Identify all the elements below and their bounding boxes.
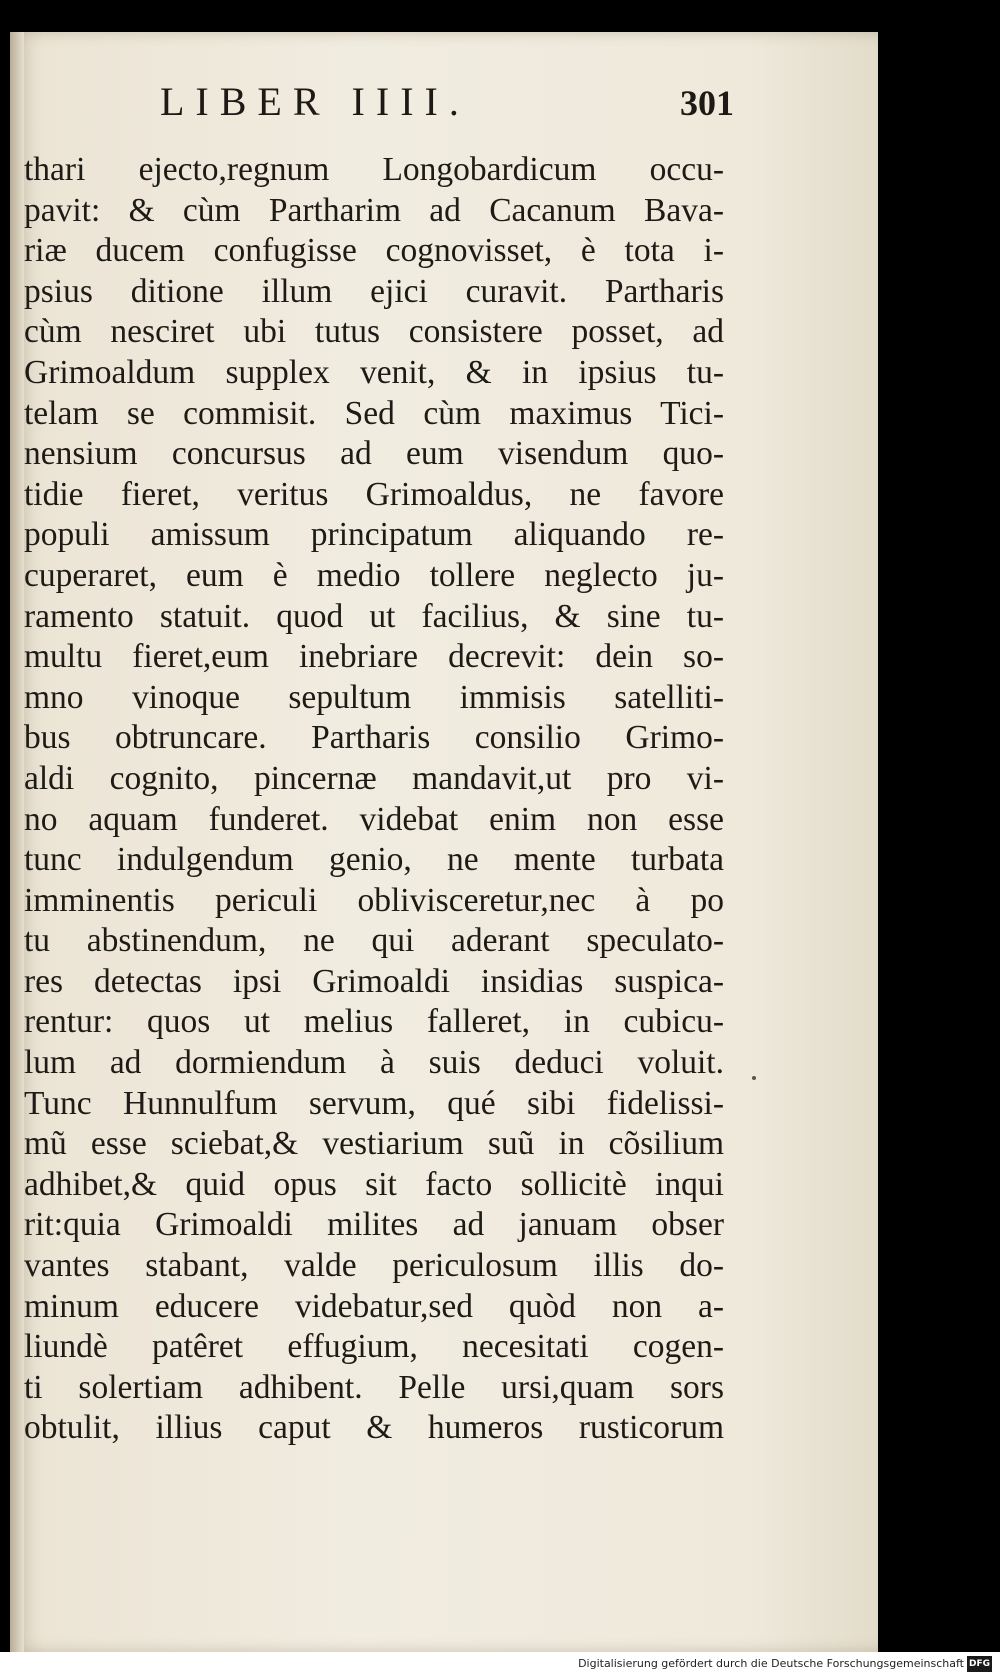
text-line: lum ad dormiendum à suis deduci voluit. [24, 1044, 724, 1082]
text-line: res detectas ipsi Grimoaldi insidias suspica- [24, 962, 724, 1000]
body-text [24, 150, 724, 1449]
footer-bar [0, 1652, 1000, 1678]
text-line: obtulit, illius caput & humeros rusticorum [24, 1409, 724, 1447]
text-line: nensium concursus ad eum visendum quo- [24, 435, 724, 473]
text-line: no aquam funderet. videbat enim non esse [24, 800, 724, 838]
text-line: psius ditione illum ejici curavit. Partharis [24, 272, 724, 310]
page-number: 301 [680, 83, 734, 123]
text-line: telam se commisit. Sed cùm maximus Tici- [24, 394, 724, 432]
text-line: rit:quia Grimoaldi milites ad januam obser [24, 1206, 724, 1244]
text-line: tidie fieret, veritus Grimoaldus, ne favore [24, 475, 724, 513]
text-line: Grimoaldum supplex venit, & in ipsius tu- [24, 353, 724, 391]
running-head: LIBER IIII. [160, 79, 470, 124]
dfg-logo: DFG [967, 1656, 992, 1672]
text-line: thari ejecto,regnum Longobardicum occu- [24, 151, 724, 188]
text-line: cuperaret, eum è medio tollere neglecto ju- [24, 556, 724, 594]
text-line: populi amissum principatum aliquando re- [24, 516, 724, 554]
text-line: multu fieret,eum inebriare decrevit: dein so- [24, 638, 724, 676]
funding-credit: Digitalisierung gefördert durch die Deutsche Forschungsgemeinschaft [578, 1657, 964, 1670]
text-line: Tunc Hunnulfum servum, qué sibi fidelissi- [24, 1084, 724, 1122]
text-line: rentur: quos ut melius falleret, in cubicu- [24, 1003, 724, 1041]
book-page [10, 32, 878, 1652]
page-gutter [10, 32, 24, 1652]
text-line: ti solertiam adhibent. Pelle ursi,quam sors [24, 1368, 724, 1406]
text-line: cùm nesciret ubi tutus consistere posset, ad [24, 313, 724, 351]
text-line: mno vinoque sepultum immisis satelliti- [24, 678, 724, 716]
text-line: riæ ducem confugisse cognovisset, è tota i- [24, 232, 724, 270]
paper-speck [752, 1076, 756, 1080]
text-line: vantes stabant, valde periculosum illis do- [24, 1247, 724, 1285]
text-line: ramento statuit. quod ut facilius, & sine tu- [24, 597, 724, 635]
text-line: tunc indulgendum genio, ne mente turbata [24, 841, 724, 879]
text-line: imminentis periculi oblivisceretur,nec à po [24, 881, 724, 919]
text-line: liundè patêret effugium, necesitati cogen- [24, 1328, 724, 1366]
text-line: tu abstinendum, ne qui aderant speculato- [24, 922, 724, 960]
text-line: aldi cognito, pincernæ mandavit,ut pro vi- [24, 759, 724, 797]
page-header [160, 78, 734, 128]
text-line: bus obtruncare. Partharis consilio Grimo- [24, 719, 724, 757]
text-line: mũ esse sciebat,& vestiarium suũ in cõsilium [24, 1125, 724, 1163]
text-line: adhibet,& quid opus sit facto sollicitè inqui [24, 1165, 724, 1203]
text-line: minum educere videbatur,sed quòd non a- [24, 1287, 724, 1325]
text-line: pavit: & cùm Partharim ad Cacanum Bava- [24, 191, 724, 229]
